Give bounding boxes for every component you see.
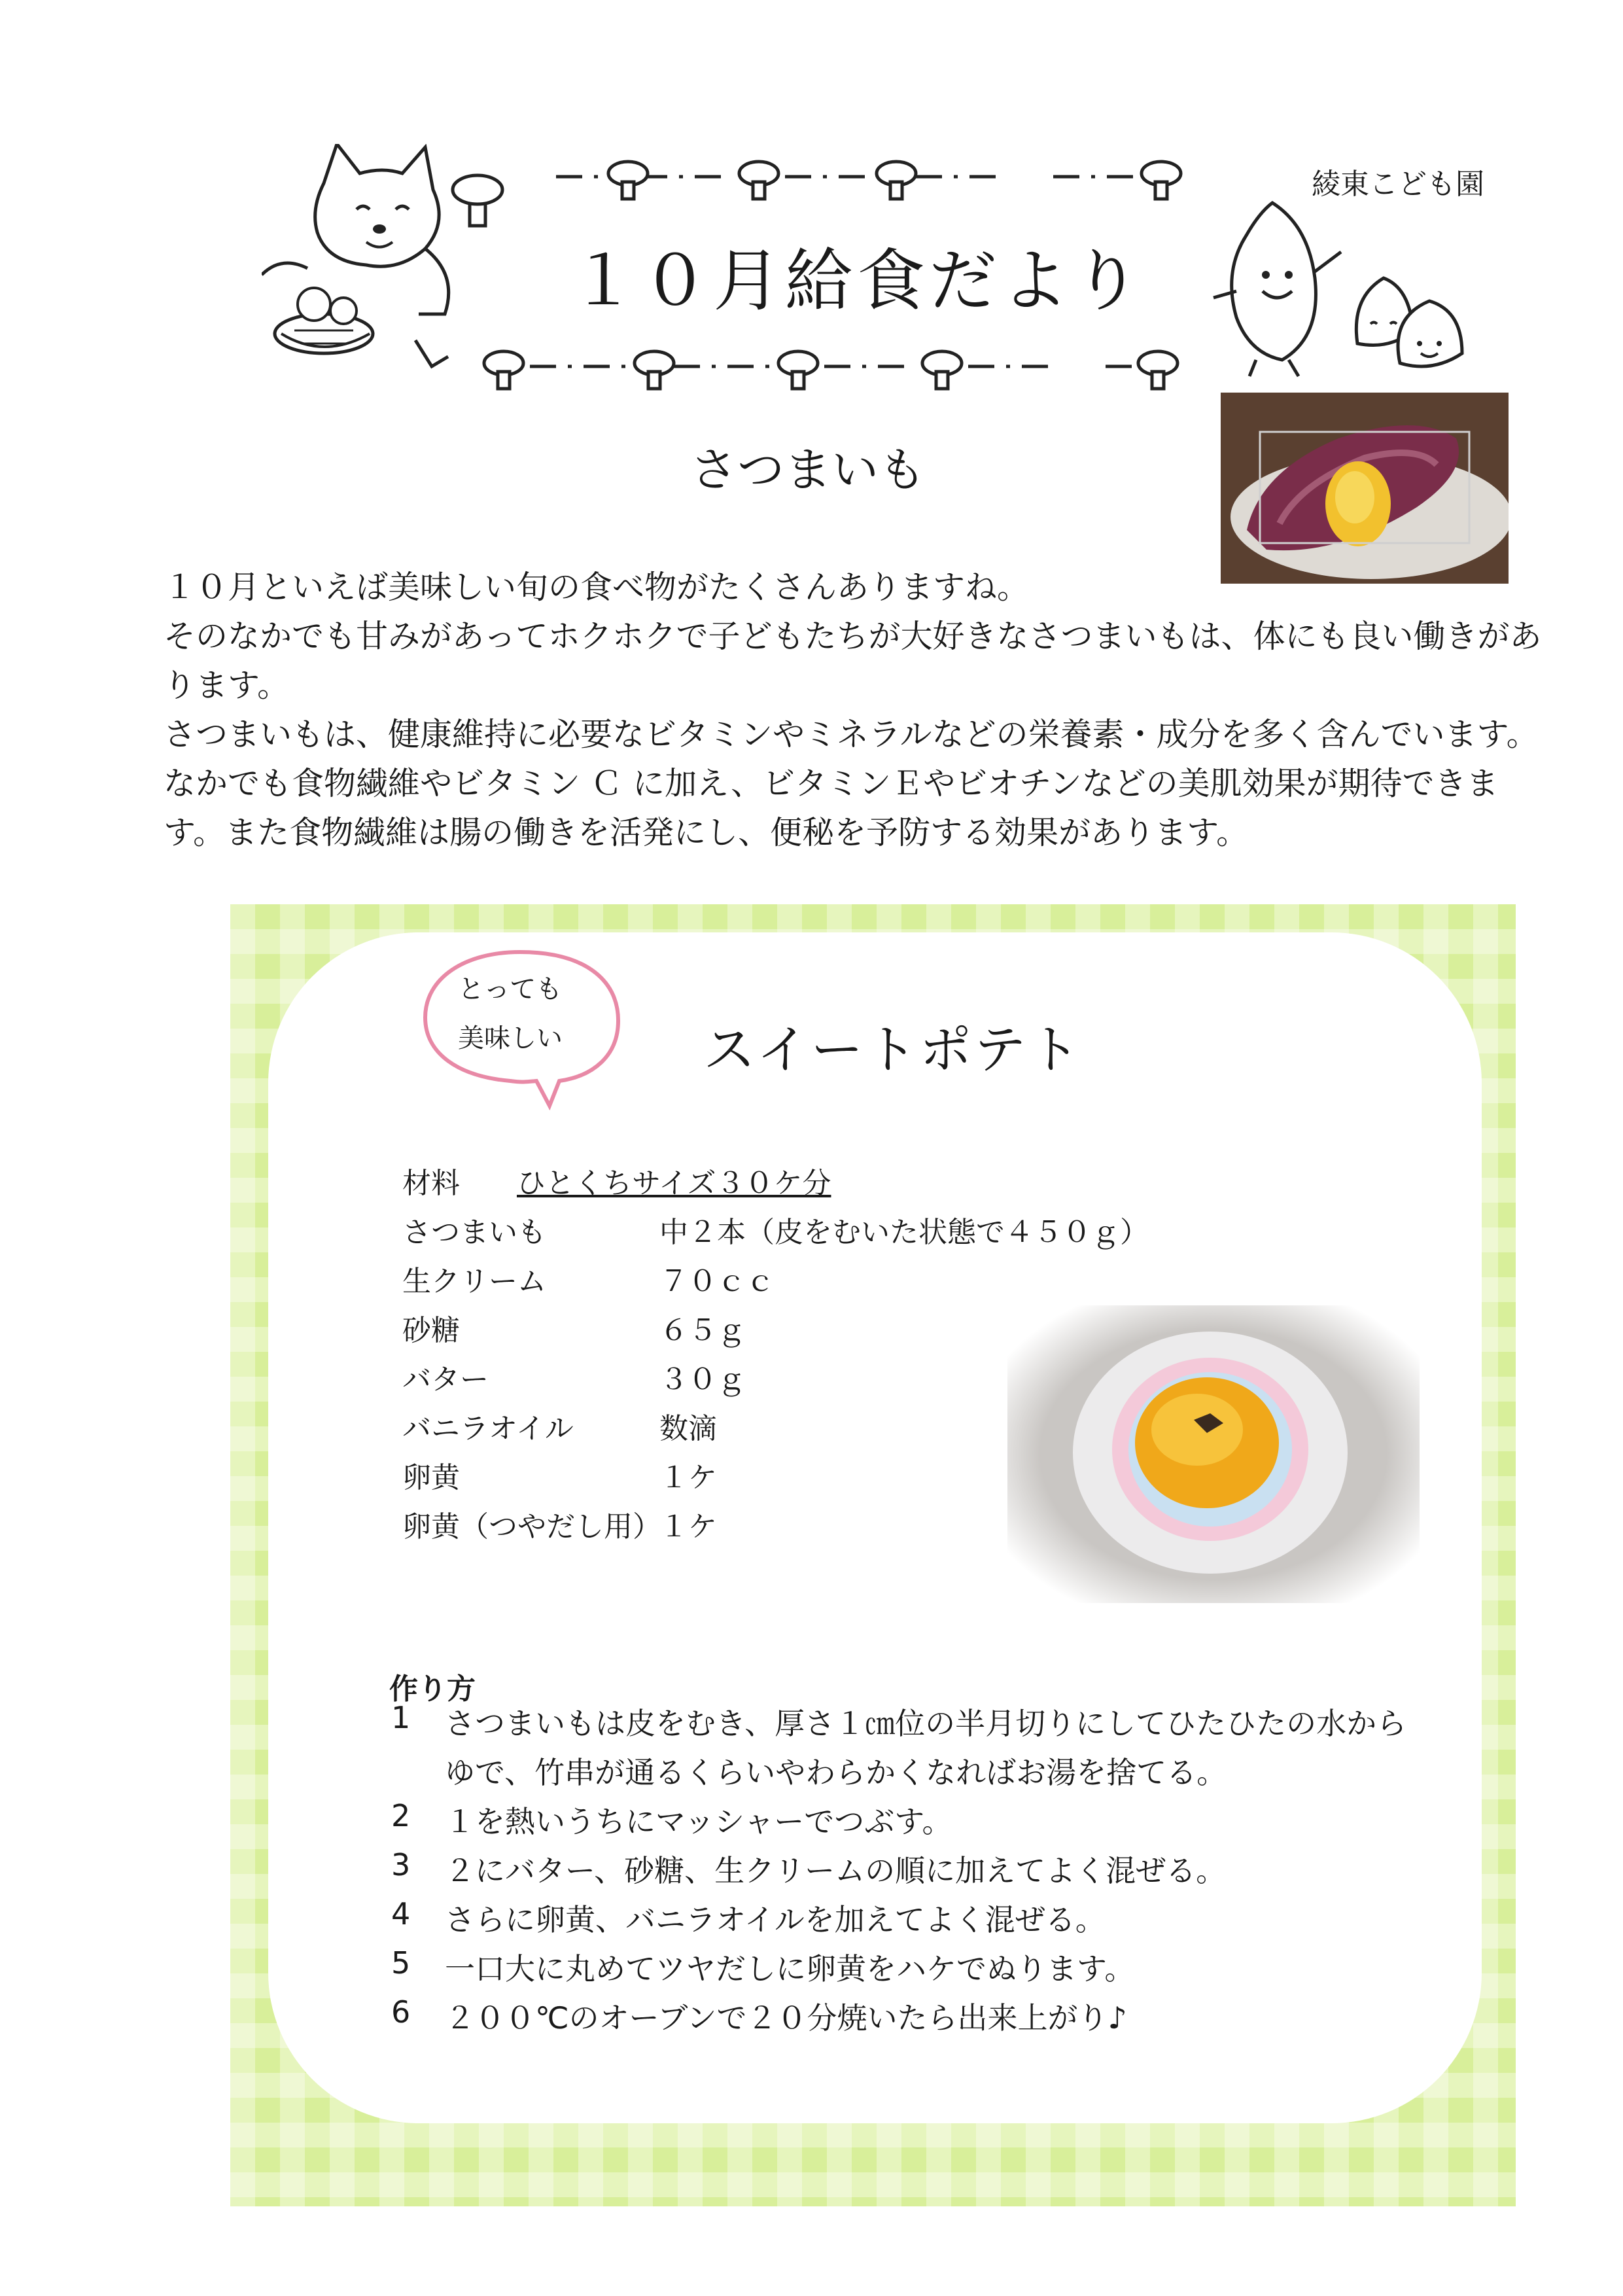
intro-text xyxy=(164,563,1544,857)
mushroom-icon xyxy=(484,351,1178,389)
org-name: 綾東こども園 xyxy=(1312,168,1484,201)
step-number: 6 xyxy=(391,1994,411,2030)
section-heading: さつまいも xyxy=(690,442,926,497)
step-text: さらに卵黄、バニラオイルを加えてよく混ぜる。 xyxy=(445,1902,1106,1937)
step-number: 3 xyxy=(391,1847,411,1882)
step-number: 1 xyxy=(391,1700,411,1735)
step-text: ２にバター、砂糖、生クリームの順に加えてよく混ぜる。 xyxy=(445,1853,1227,1888)
fox-illustration xyxy=(262,144,502,366)
ingredient-name: バター xyxy=(402,1363,489,1396)
intro-paragraph: さつまいもは、健康維持に必要なビタミンやミネラルなどの栄養素・成分を多く含んでいます。なかでも食物繊維やビタミン Ｃ に加え、ビタミンＥやビオチンなどの美肌効果が期待できます。また食物繊維は腸の働きを活発にし、便秘を予防する効果があります。 xyxy=(164,716,1539,851)
ingredient-name: 生クリーム xyxy=(402,1265,546,1298)
ingredient-amount: ６５ｇ xyxy=(659,1314,746,1347)
ingredient-amount: 中２本（皮をむいた状態で４５０ｇ） xyxy=(659,1216,1149,1249)
badge-text: とっても xyxy=(458,974,563,1004)
ingredient-name: 砂糖 xyxy=(402,1314,460,1347)
ingredient-name: 卵黄 xyxy=(402,1461,460,1494)
step-number: 2 xyxy=(391,1798,411,1833)
step-number: 4 xyxy=(391,1896,411,1932)
method-label: 作り方 xyxy=(389,1672,476,1706)
step-text: 一口大に丸めてツヤだしに卵黄をハケでぬります。 xyxy=(445,1951,1135,1987)
ingredient-amount: １ケ xyxy=(659,1461,717,1494)
mushroom-icon xyxy=(608,162,1181,199)
step-number: 5 xyxy=(391,1945,411,1981)
ingredient-name: さつまいも xyxy=(402,1216,546,1249)
ingredient-amount: １ケ xyxy=(659,1510,717,1544)
badge-text: 美味しい xyxy=(458,1023,563,1053)
step-text: ２００℃のオーブンで２０分焼いたら出来上がり♪ xyxy=(445,2000,1127,2036)
intro-paragraph: １０月といえば美味しい旬の食べ物がたくさんありますね。 xyxy=(164,569,1030,606)
step-text: ゆで、竹串が通るくらいやわらかくなればお湯を捨てる。 xyxy=(445,1755,1227,1790)
sweet-potato-chestnut-illustration xyxy=(1210,200,1524,383)
ingredient-name: バニラオイル xyxy=(402,1412,574,1445)
sweet-potato-photo xyxy=(1221,393,1509,584)
recipe-title: スイートポテト xyxy=(703,1019,1083,1080)
ingredient-name: 卵黄（つやだし用） xyxy=(402,1510,661,1544)
ingredient-amount: ３０ｇ xyxy=(659,1363,746,1396)
ingredient-amount: 数滴 xyxy=(659,1412,717,1445)
step-text: １を熱いうちにマッシャーでつぶす。 xyxy=(445,1804,952,1839)
ingredient-amount: ７０ｃｃ xyxy=(659,1265,775,1298)
sweet-potato-dessert-photo xyxy=(1007,1305,1420,1603)
recipe-yield: ひとくちサイズ３０ケ分 xyxy=(517,1167,831,1200)
newsletter-title: １０月給食だより xyxy=(569,241,1145,321)
intro-paragraph: そのなかでも甘みがあってホクホクで子どもたちが大好きなさつまいもは、体にも良い働きがあります。 xyxy=(164,618,1542,704)
ingredients-label: 材料 xyxy=(402,1167,460,1200)
step-text: さつまいもは皮をむき、厚さ１㎝位の半月切りにしてひたひたの水から xyxy=(445,1706,1407,1741)
